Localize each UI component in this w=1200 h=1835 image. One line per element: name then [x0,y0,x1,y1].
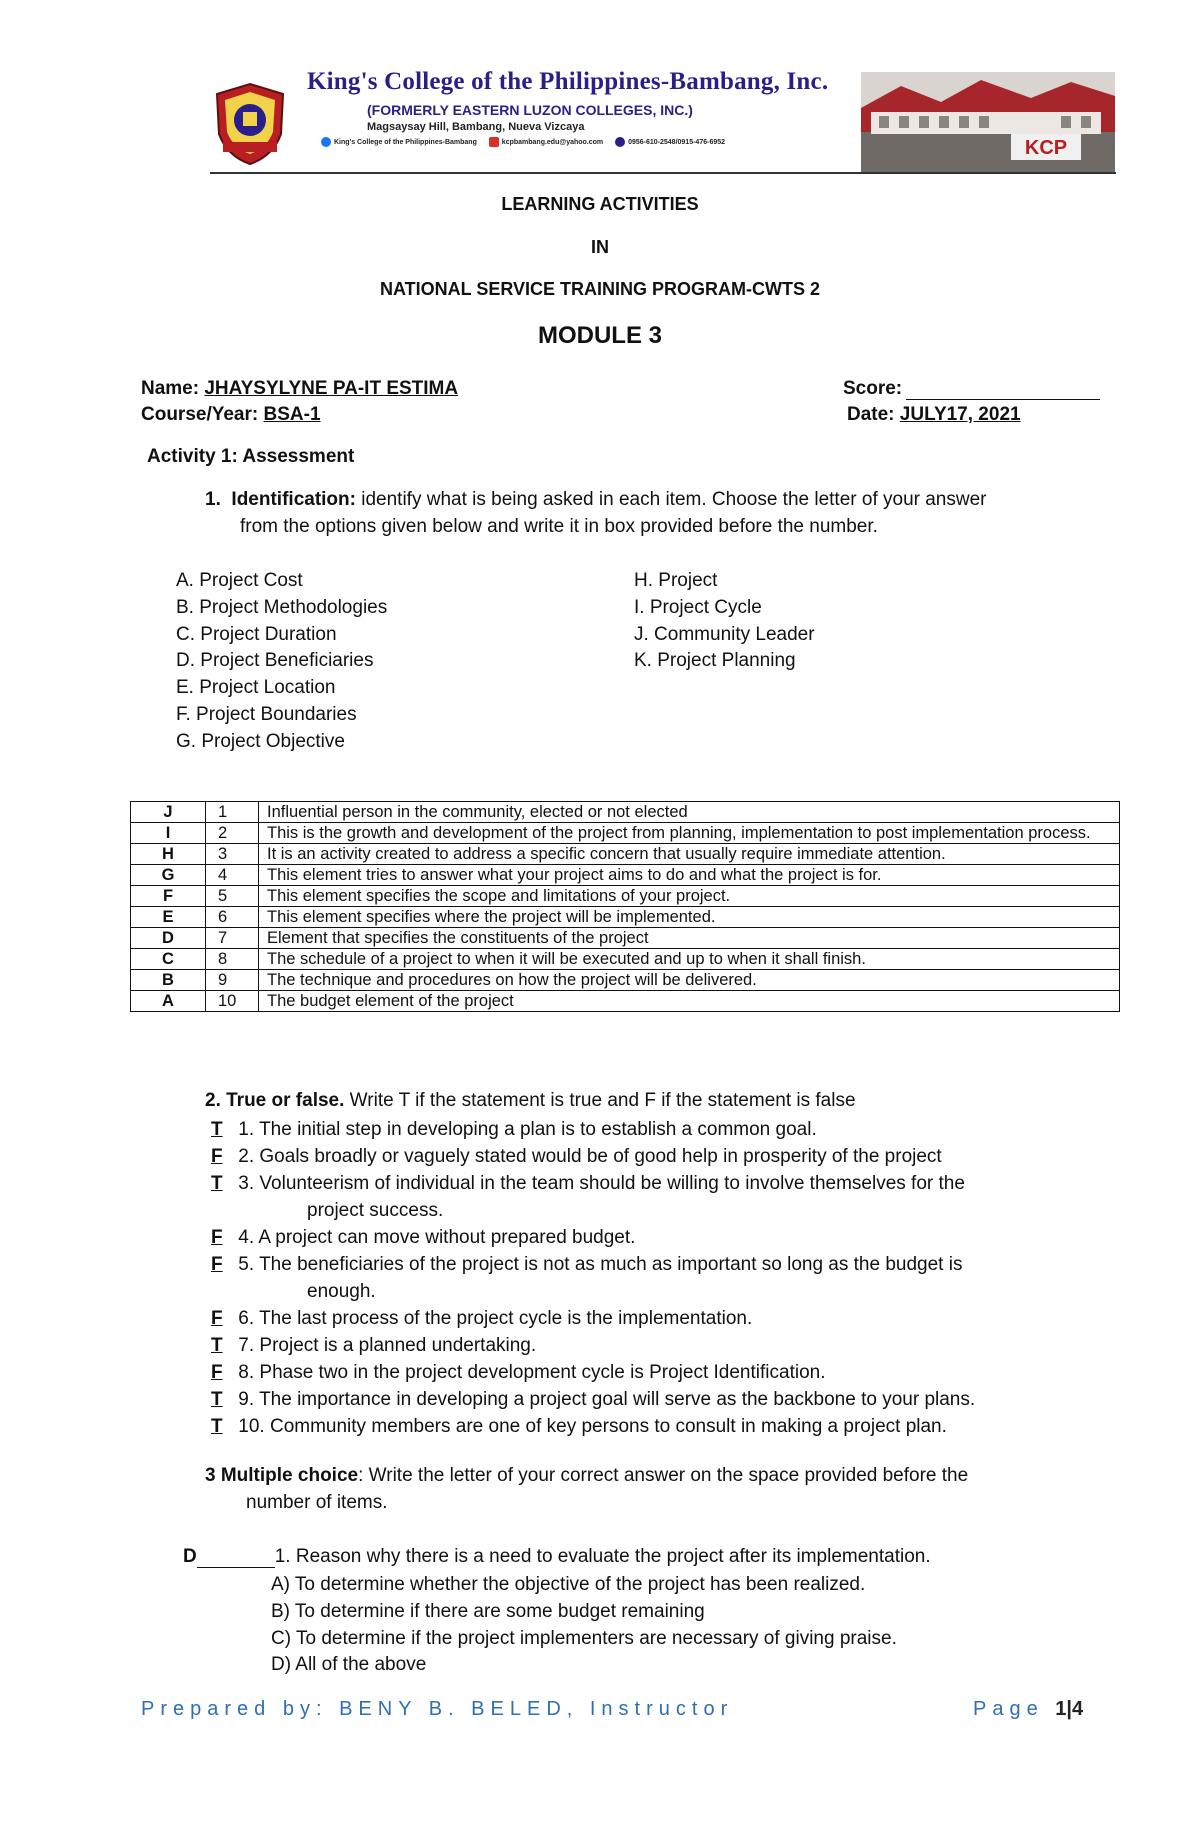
mc-options [271,1572,897,1679]
date-value: JULY17, 2021 [899,404,1021,425]
truefalse-instruction [205,1089,856,1112]
option-k: K. Project Planning [634,650,796,672]
name-label: Name: [141,378,200,399]
answer-cell[interactable]: J [131,802,206,823]
item-number: 1 [206,802,259,823]
title-in: IN [591,237,609,257]
multiple-heading: 3 Multiple choice [205,1465,359,1486]
school-seal-icon [213,82,287,166]
tf-answer[interactable]: F [211,1254,223,1275]
tf-text: 2. Goals broadly or vaguely stated would be of good help in prosperity of the project [238,1146,942,1167]
mc-option-a: A) To determine whether the objective of the project has been realized. [271,1574,866,1595]
mc-answer-blank[interactable] [197,1550,275,1568]
mc-option-d: D) All of the above [271,1654,427,1676]
facebook-contact: King's College of the Philippines-Bambang [321,139,477,146]
tf-item [211,1413,1111,1440]
options-left [176,568,387,756]
option-f: F. Project Boundaries [176,703,357,725]
school-address: Magsaysay Hill, Bambang, Nueva Vizcaya [367,121,585,133]
tf-item [211,1116,1111,1143]
tf-answer[interactable]: F [211,1146,223,1167]
tf-item-continuation: project success. [307,1200,444,1221]
option-d: D. Project Beneficiaries [176,650,374,672]
mc-question-1 [183,1545,931,1568]
tf-item [211,1143,1111,1170]
tf-text: 9. The importance in developing a project goal will serve as the backbone to your plans. [238,1389,976,1410]
course-value: BSA-1 [263,404,321,425]
school-banner [213,68,1115,174]
item-text: This element tries to answer what your project aims to do and what the project is for. [259,865,1120,886]
option-j: J. Community Leader [634,623,815,645]
tf-item [211,1170,1111,1197]
table-row [131,823,1120,844]
item-text: The technique and procedures on how the project will be delivered. [259,970,1120,991]
item-number: 9 [206,970,259,991]
option-h: H. Project [634,570,718,591]
item-text: Element that specifies the constituents of the project [259,928,1120,949]
identification-instruction [205,488,1135,511]
options-right [634,568,815,675]
multiple-instruction [205,1464,1125,1487]
tf-text: 1. The initial step in developing a plan is to establish a common goal. [238,1119,817,1140]
mc-option-c: C) To determine if the project implementers are necessary of giving praise. [271,1627,897,1649]
identification-instruction-b: from the options given below and write it in box provided before the number. [240,516,878,537]
course-label: Course/Year: [141,404,259,425]
date-label: Date: [847,404,895,425]
table-row [131,844,1120,865]
item-number: 3 [206,844,259,865]
tf-item [211,1359,1111,1386]
option-i: I. Project Cycle [634,596,762,618]
campus-image [861,72,1115,172]
tf-answer[interactable]: T [211,1389,223,1410]
identification-number: 1. [205,489,221,510]
tf-item [211,1386,1111,1413]
truefalse-list [211,1116,1111,1440]
table-row [131,928,1120,949]
item-number: 5 [206,886,259,907]
name-value: JHAYSYLYNE PA-IT ESTIMA [204,378,459,399]
school-name: King's College of the Philippines-Bambang, Inc. [307,68,829,95]
tf-text: 10. Community members are one of key persons to consult in making a project plan. [238,1416,947,1437]
email-contact: kcpbambang.edu@yahoo.com [489,139,603,146]
prepared-by: Prepared by: BENY B. BELED, Instructor [141,1698,734,1720]
option-c: C. Project Duration [176,623,337,645]
score-line [843,378,1100,400]
multiple-instruction-b: number of items. [246,1492,388,1513]
facebook-icon [321,137,331,147]
answer-cell[interactable]: F [131,886,206,907]
table-row [131,886,1120,907]
item-text: This is the growth and development of the project from planning, implementation to post implementation process. [259,823,1120,844]
tf-text: 6. The last process of the project cycle is the implementation. [238,1308,753,1329]
option-b: B. Project Methodologies [176,596,388,618]
mc-option-b: B) To determine if there are some budget remaining [271,1600,705,1622]
mc-answer[interactable]: D [183,1546,197,1567]
item-number: 2 [206,823,259,844]
tf-item [211,1305,1111,1332]
answer-cell[interactable]: H [131,844,206,865]
tf-answer[interactable]: T [211,1416,223,1437]
tf-text: 3. Volunteerism of individual in the team should be willing to involve themselves for the [238,1173,965,1194]
tf-answer[interactable]: T [211,1335,223,1356]
answer-cell[interactable]: I [131,823,206,844]
table-row [131,907,1120,928]
tf-answer[interactable]: F [211,1308,223,1329]
page-total: 4 [1072,1698,1084,1720]
truefalse-heading: 2. True or false. [205,1090,345,1111]
tf-item [211,1224,1111,1251]
mail-icon [489,137,499,147]
tf-item [211,1332,1111,1359]
truefalse-instruction-text: Write T if the statement is true and F if the statement is false [344,1090,856,1111]
tf-text: 5. The beneficiaries of the project is not as much as important so long as the budget is [238,1254,963,1275]
answer-cell[interactable]: A [131,991,206,1012]
item-number: 8 [206,949,259,970]
item-number: 10 [206,991,259,1012]
page-current: 1 [1055,1698,1067,1720]
answer-cell[interactable]: D [131,928,206,949]
tf-answer[interactable]: T [211,1119,223,1140]
banner-divider [210,172,1116,174]
answer-cell[interactable]: E [131,907,206,928]
option-e: E. Project Location [176,677,336,699]
title-program: NATIONAL SERVICE TRAINING PROGRAM-CWTS 2 [379,279,820,299]
table-row [131,991,1120,1012]
page-label: Page [973,1698,1044,1720]
option-a: A. Project Cost [176,570,303,591]
table-row [131,802,1120,823]
table-row [131,865,1120,886]
phone-contact: 0956-610-2548/0915-476-6952 [615,139,725,146]
multiple-instruction-a: : Write the letter of your correct answer on the space provided before the [358,1465,969,1486]
item-text: Influential person in the community, elected or not elected [259,802,1120,823]
identification-table [130,801,1120,1012]
page-sep: | [1066,1698,1073,1720]
score-label: Score: [843,378,903,399]
item-text: The schedule of a project to when it will be executed and up to when it shall finish. [259,949,1120,970]
item-text: It is an activity created to address a specific concern that usually require immediate attention. [259,844,1120,865]
answer-cell[interactable]: G [131,865,206,886]
item-text: This element specifies where the project will be implemented. [259,907,1120,928]
answer-cell[interactable]: C [131,949,206,970]
item-number: 6 [206,907,259,928]
table-row [131,949,1120,970]
identification-heading: Identification: [231,489,356,510]
svg-text:KCP: KCP [1024,137,1068,159]
tf-answer[interactable]: T [211,1173,223,1194]
item-number: 4 [206,865,259,886]
date-line [847,404,1021,426]
tf-text: 4. A project can move without prepared budget. [238,1227,636,1248]
item-number: 7 [206,928,259,949]
activity-title: Activity 1: Assessment [147,446,355,467]
table-row [131,970,1120,991]
tf-answer[interactable]: F [211,1362,223,1383]
tf-answer[interactable]: F [211,1227,223,1248]
answer-cell[interactable]: B [131,970,206,991]
phone-icon [615,137,625,147]
school-contacts [321,137,807,147]
name-line [141,378,458,400]
course-line [141,404,321,426]
banner-text [307,68,829,147]
title-learning-activities: LEARNING ACTIVITIES [501,194,699,214]
item-text: The budget element of the project [259,991,1120,1012]
score-blank [906,381,1100,400]
tf-text: 7. Project is a planned undertaking. [238,1335,537,1356]
school-former-name: (FORMERLY EASTERN LUZON COLLEGES, INC.) [367,102,693,118]
item-text: This element specifies the scope and limitations of your project. [259,886,1120,907]
option-g: G. Project Objective [176,730,345,752]
module-title: MODULE 3 [537,322,662,349]
page-number [973,1698,1083,1721]
tf-item-continuation: enough. [307,1281,376,1302]
tf-text: 8. Phase two in the project development cycle is Project Identification. [238,1362,826,1383]
identification-instruction-a: identify what is being asked in each item. Choose the letter of your answer [355,489,987,510]
mc-question-text: 1. Reason why there is a need to evaluate the project after its implementation. [274,1546,931,1567]
tf-item [211,1251,1111,1278]
